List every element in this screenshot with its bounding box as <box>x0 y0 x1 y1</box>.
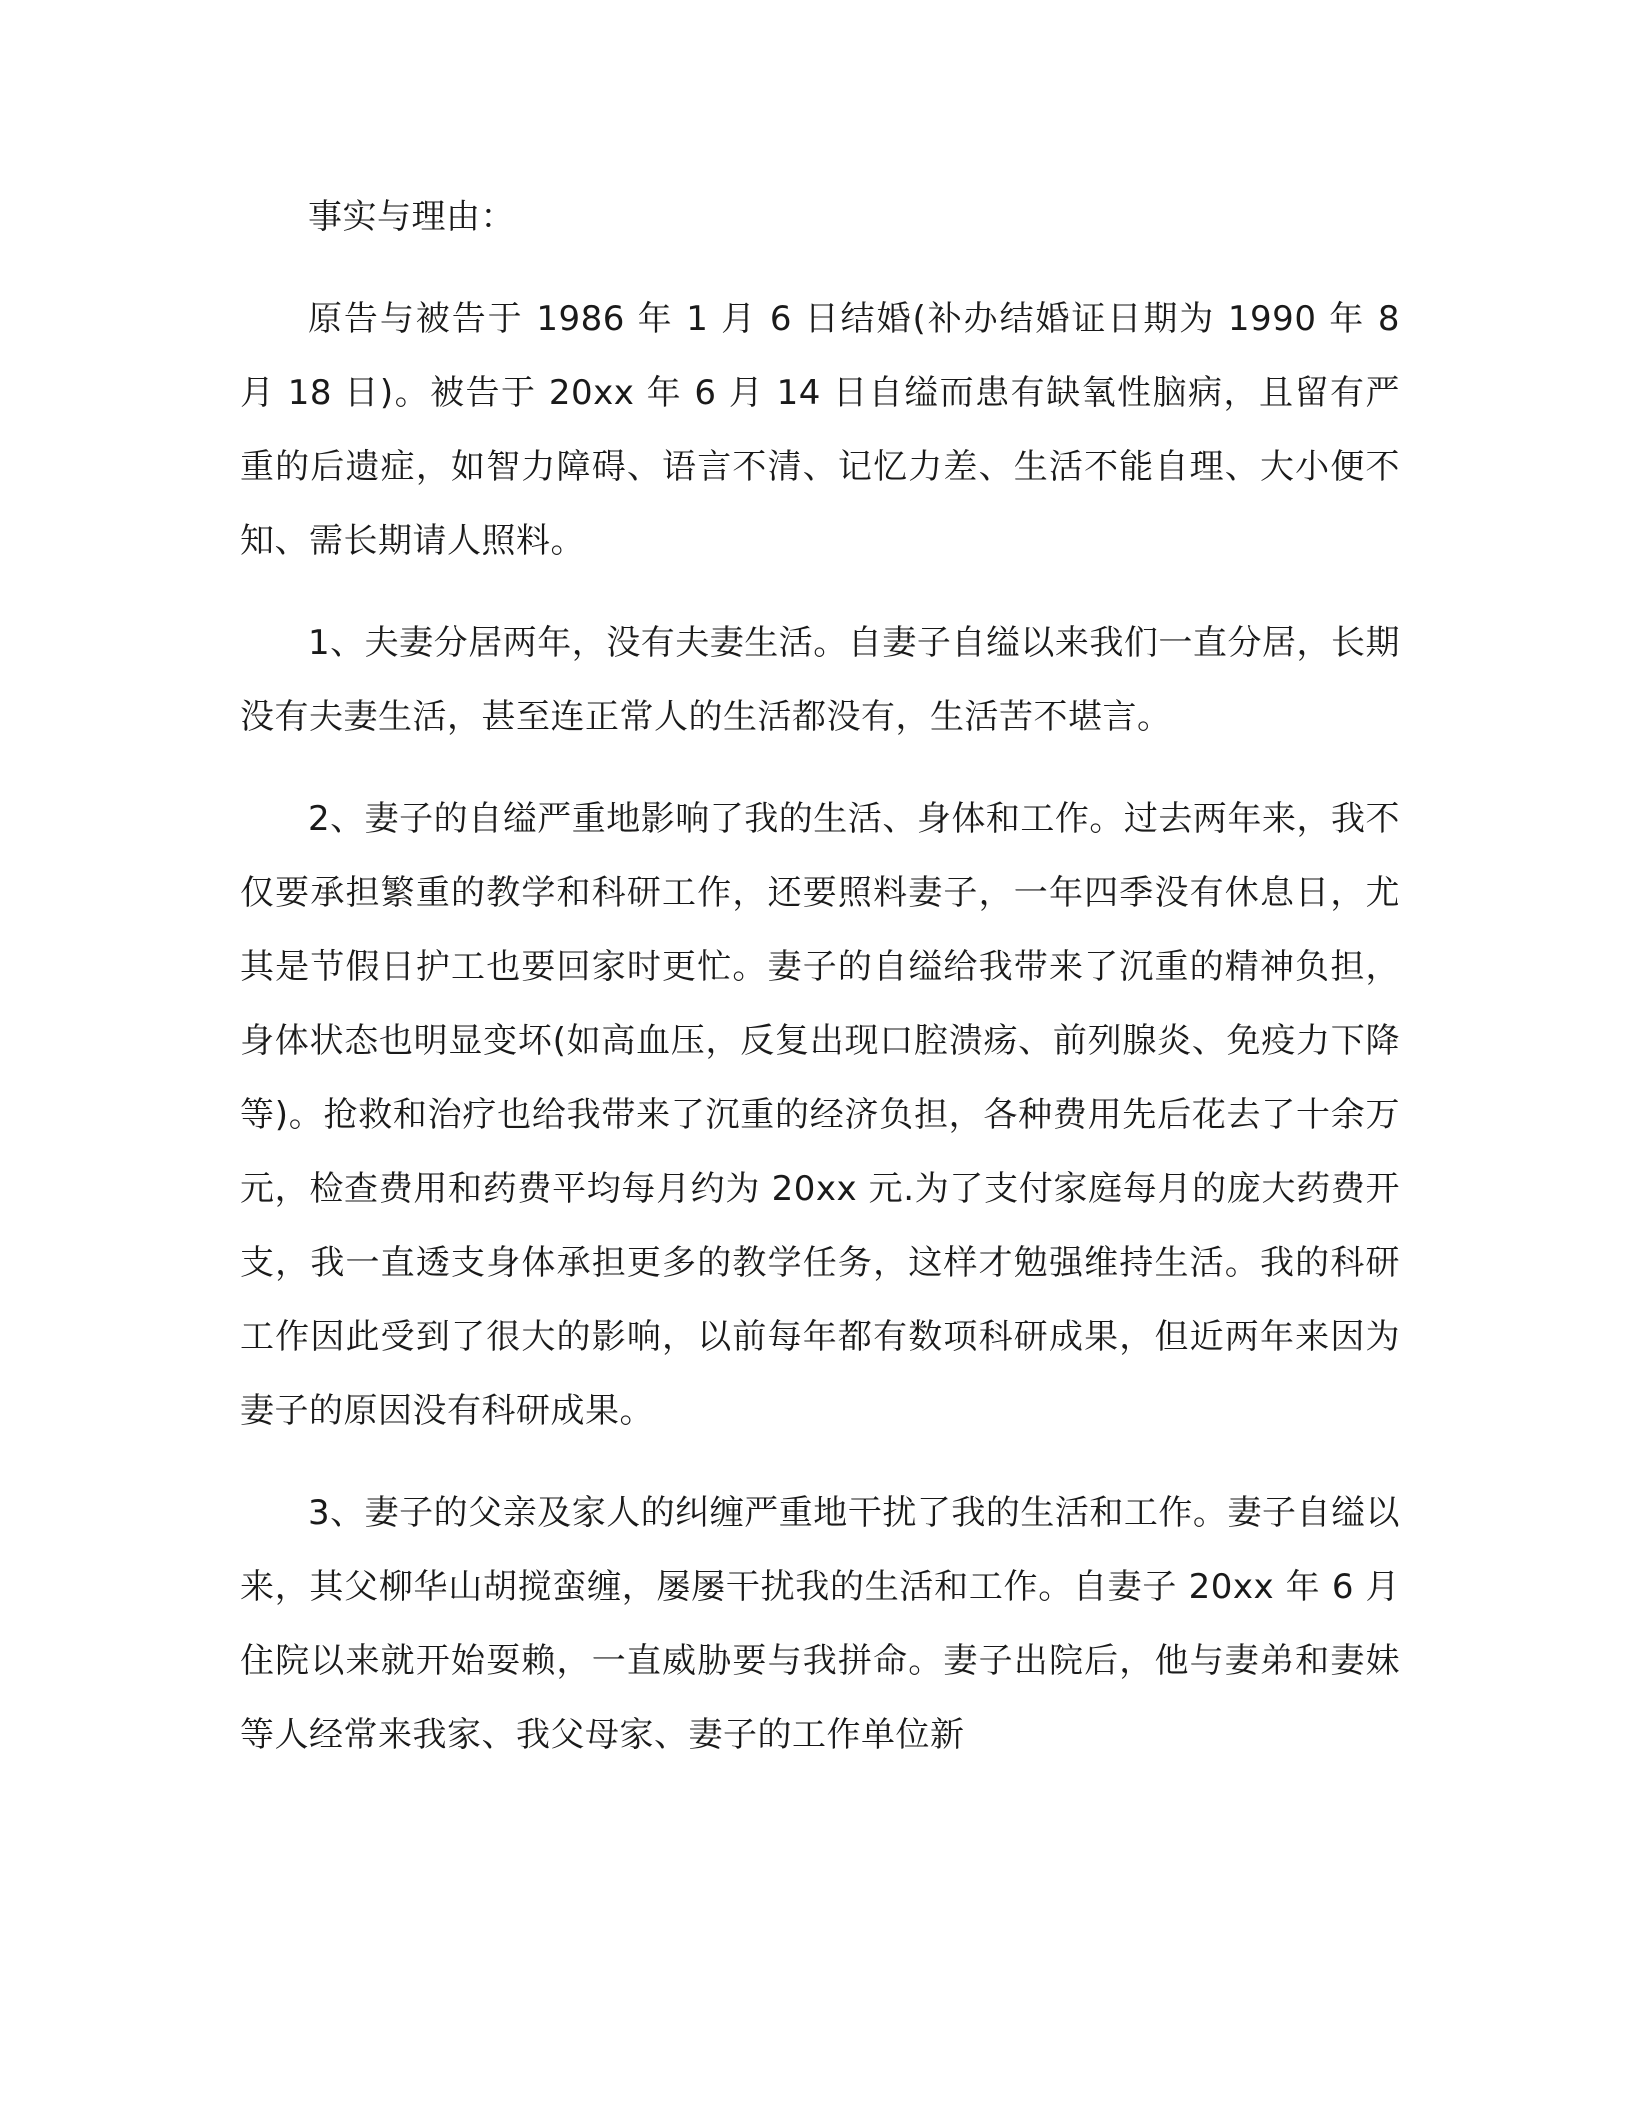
paragraph-point-3: 3、妻子的父亲及家人的纠缠严重地干扰了我的生活和工作。妻子自缢以来，其父柳华山胡搅蛮缠，屡屡干扰我的生活和工作。自妻子 20xx 年 6 月住院以来就开始耍赖，一直威胁要与我拼命。妻子出院后，他与妻弟和妻妹等人经常来我家、我父母家、妻子的工作单位新 <box>240 1493 1400 1755</box>
section-heading: 事实与理由： <box>308 197 515 237</box>
paragraph-intro: 原告与被告于 1986 年 1 月 6 日结婚(补办结婚证日期为 1990 年 8 月 18 日)。被告于 20xx 年 6 月 14 日自缢而患有缺氧性脑病，且留有严重的后遗症，如智力障碍、语言不清、记忆力差、生活不能自理、大小便不知、需长期请人照料。 <box>240 299 1400 561</box>
paragraph-point-1: 1、夫妻分居两年，没有夫妻生活。自妻子自缢以来我们一直分居，长期没有夫妻生活，甚至连正常人的生活都没有，生活苦不堪言。 <box>240 623 1400 737</box>
document-body <box>240 180 1400 1772</box>
paragraph-point-2: 2、妻子的自缢严重地影响了我的生活、身体和工作。过去两年来，我不仅要承担繁重的教学和科研工作，还要照料妻子，一年四季没有休息日，尤其是节假日护工也要回家时更忙。妻子的自缢给我带来了沉重的精神负担，身体状态也明显变坏(如高血压，反复出现口腔溃疡、前列腺炎、免疫力下降等)。抢救和治疗也给我带来了沉重的经济负担，各种费用先后花去了十余万元，检查费用和药费平均每月约为 20xx 元.为了支付家庭每月的庞大药费开支，我一直透支身体承担更多的教学任务，这样才勉强维持生活。我的科研工作因此受到了很大的影响，以前每年都有数项科研成果，但近两年来因为妻子的原因没有科研成果。 <box>240 799 1400 1431</box>
